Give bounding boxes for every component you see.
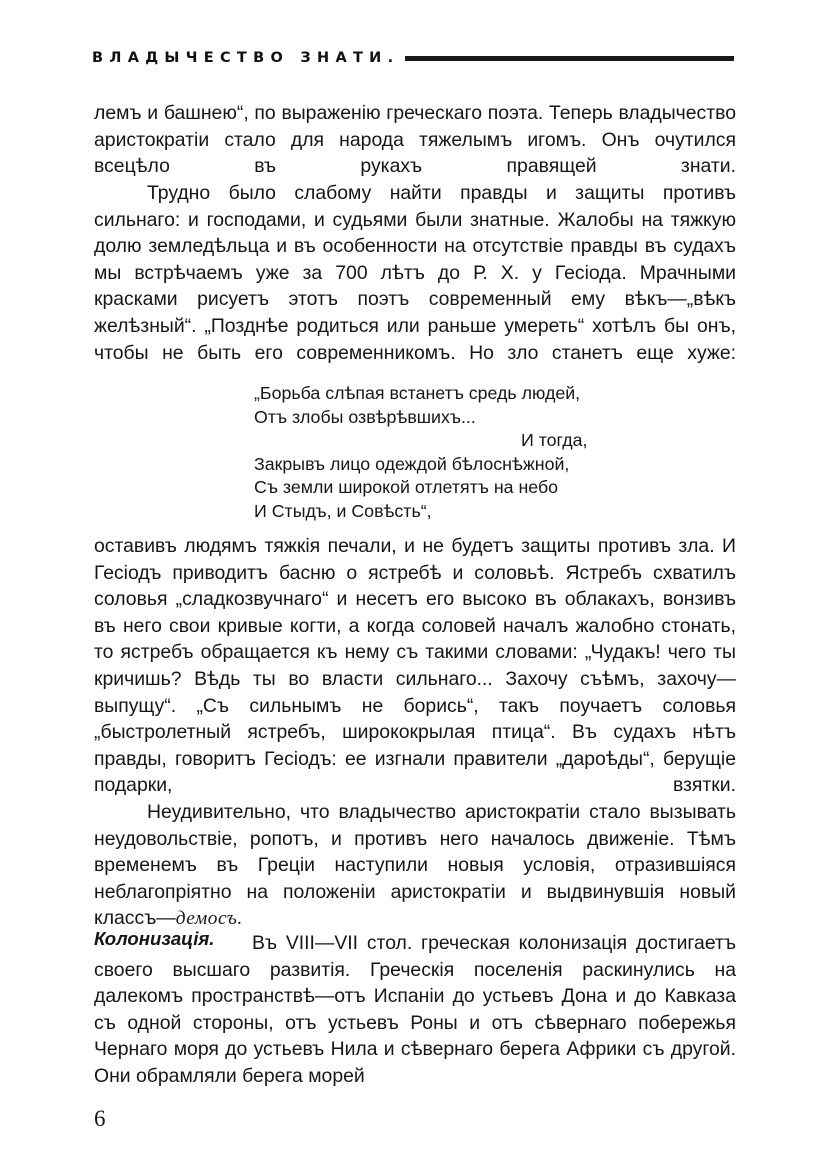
verse-line: Съ земли широкой отлетятъ на небо: [254, 477, 559, 498]
verse-line: Отъ злобы озвѣрѣвшихъ...: [254, 406, 476, 427]
running-header: [92, 47, 734, 69]
page-number: 6: [94, 1106, 106, 1131]
section-heading: Колонизація.: [94, 928, 215, 949]
verse-line: И тогда,: [521, 430, 588, 451]
verse-line: „Борьба слѣпая встанетъ средь людей,: [254, 383, 581, 403]
header-rule: [405, 56, 734, 61]
paragraph-hesiod-intro: Трудно было слабому найти правды и защиты противъ сильнаго: и господами, и судьями были знатные. Жалобы на тяжкую долю земледѣльца и въ особенности на отсутствіе правды въ судахъ мы встрѣчаемъ уже за 700 лѣтъ до Р. Х. у Гесіода. Мрачными красками рисуетъ этотъ поэтъ современный ему вѣкъ—„вѣкъ желѣзный“. „Позднѣе родиться или раньше умереть“ хотѣлъ бы онъ, чтобы не быть его современникомъ. Но зло станетъ еще хуже:: [94, 182, 736, 364]
running-title: ВЛАДЫЧЕСТВО ЗНАТИ.: [92, 50, 400, 66]
verse-line: Закрывъ лицо одеждой бѣлоснѣжной,: [254, 453, 570, 474]
paragraph-discontent-text: Неудивительно, что владычество аристократіи стало вызывать неудовольствіе, ропотъ, и противъ него началось движеніе. Тѣмъ временемъ въ Греціи наступили новыя условія, отразившіяся неблагопріятно на положеніи аристократіи и выдвинувшія новый классъ—: [94, 801, 736, 930]
paragraph-hawk-fable: оставивъ людямъ тяжкія печали, и не будетъ защиты противъ зла. И Гесіодъ приводитъ басню о ястребѣ и соловьѣ. Ястребъ схватилъ соловья „сладкозвучнаго“ и несетъ его высоко въ облакахъ, вонзивъ въ него свои кривые когти, а когда соловей началъ жалобно стонать, то ястребъ обращается къ нему съ такими словами: „Чудакъ! чего ты кричишь? Вѣдь ты во власти сильнаго... Захочу съѣмъ, захочу—выпущу“. „Съ сильнымъ не борись“, такъ поучаетъ соловья „быстролетный ястребъ, ширококрылая птица“. Въ судахъ нѣтъ правды, говоритъ Гесіодъ: ее изгнали правители „дароѣды“, берущіе подарки, взятки.: [94, 535, 736, 797]
verse-line: И Стыдъ, и Совѣсть“,: [254, 500, 432, 521]
paragraph-continuation: лемъ и башнею“, по выраженію греческаго поэта. Теперь владычество аристократіи стало для народа тяжелымъ игомъ. Онъ очутился всецѣло въ рукахъ правящей знати.: [94, 102, 736, 178]
verse-quotation: [254, 382, 614, 524]
paragraph-colonization: Въ VIII—VII стол. греческая колонизація достигаетъ своего высшаго развитія. Греческія поселенія раскинулись на далекомъ пространствѣ—отъ Испаніи до устьевъ Дона и до Кавказа съ одной стороны, отъ устьевъ Роны и отъ сѣвернаго побережья Чернаго моря до устьевъ Нила и сѣвернаго берега Африки съ другой. Они обрамляли берега морей: [94, 932, 736, 1087]
term-demos: демосъ.: [175, 908, 243, 930]
paragraph-discontent: [94, 799, 736, 933]
